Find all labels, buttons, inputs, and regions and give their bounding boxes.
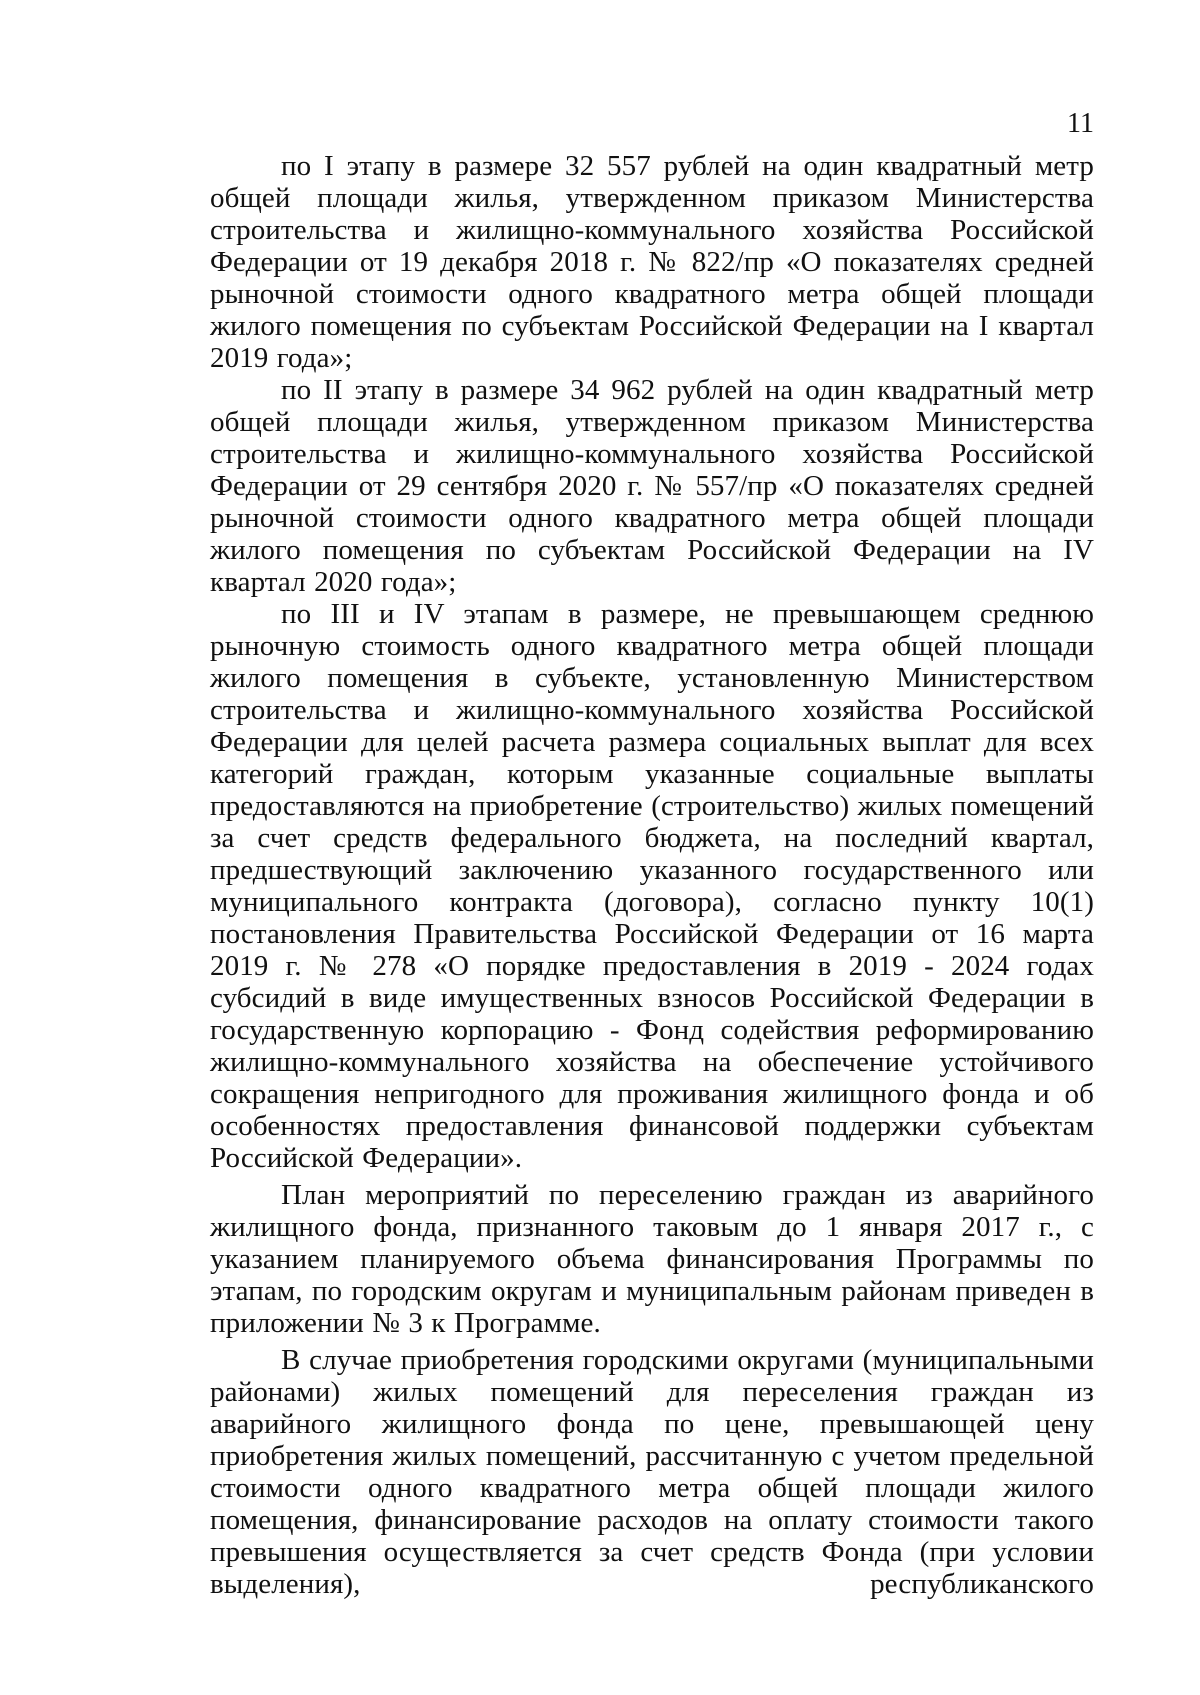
document-body xyxy=(210,150,1094,1600)
paragraph-resettlement-plan: План мероприятий по переселению граждан из аварийного жилищного фонда, признанного таковым до 1 января 2017 г., с указанием планируемого объема финансирования Программы по этапам, по городским округам и муниципальным районам приведен в приложении № 3 к Программе. xyxy=(210,1179,1094,1339)
paragraph-price-excess: В случае приобретения городскими округами (муниципальными районами) жилых помещений для переселения граждан из аварийного жилищного фонда по цене, превышающей цену приобретения жилых помещений, рассчитанную с учетом предельной стоимости одного квадратного метра общей площади жилого помещения, финансирование расходов на оплату стоимости такого превышения осуществляется за счет средств Фонда (при условии выделения), республиканского xyxy=(210,1344,1094,1600)
paragraph-stage-2: по II этапу в размере 34 962 рублей на один квадратный метр общей площади жилья, утвержденном приказом Министерства строительства и жилищно-коммунального хозяйства Российской Федерации от 29 сентября 2020 г. № 557/пр «О показателях средней рыночной стоимости одного квадратного метра общей площади жилого помещения по субъектам Российской Федерации на IV квартал 2020 года»; xyxy=(210,374,1094,598)
paragraph-stage-1: по I этапу в размере 32 557 рублей на один квадратный метр общей площади жилья, утвержденном приказом Министерства строительства и жилищно-коммунального хозяйства Российской Федерации от 19 декабря 2018 г. № 822/пр «О показателях средней рыночной стоимости одного квадратного метра общей площади жилого помещения по субъектам Российской Федерации на I квартал 2019 года»; xyxy=(210,150,1094,374)
page-number: 11 xyxy=(1067,108,1094,139)
paragraph-stage-3-4: по III и IV этапам в размере, не превышающем среднюю рыночную стоимость одного квадратного метра общей площади жилого помещения в субъекте, установленную Министерством строительства и жилищно-коммунального хозяйства Российской Федерации для целей расчета размера социальных выплат для всех категорий граждан, которым указанные социальные выплаты предоставляются на приобретение (строительство) жилых помещений за счет средств федерального бюджета, на последний квартал, предшествующий заключению указанного государственного или муниципального контракта (договора), согласно пункту 10(1) постановления Правительства Российской Федерации от 16 марта 2019 г. № 278 «О порядке предоставления в 2019 - 2024 годах субсидий в виде имущественных взносов Российской Федерации в государственную корпорацию - Фонд содействия реформированию жилищно-коммунального хозяйства на обеспечение устойчивого сокращения непригодного для проживания жилищного фонда и об особенностях предоставления финансовой поддержки субъектам Российской Федерации». xyxy=(210,598,1094,1174)
